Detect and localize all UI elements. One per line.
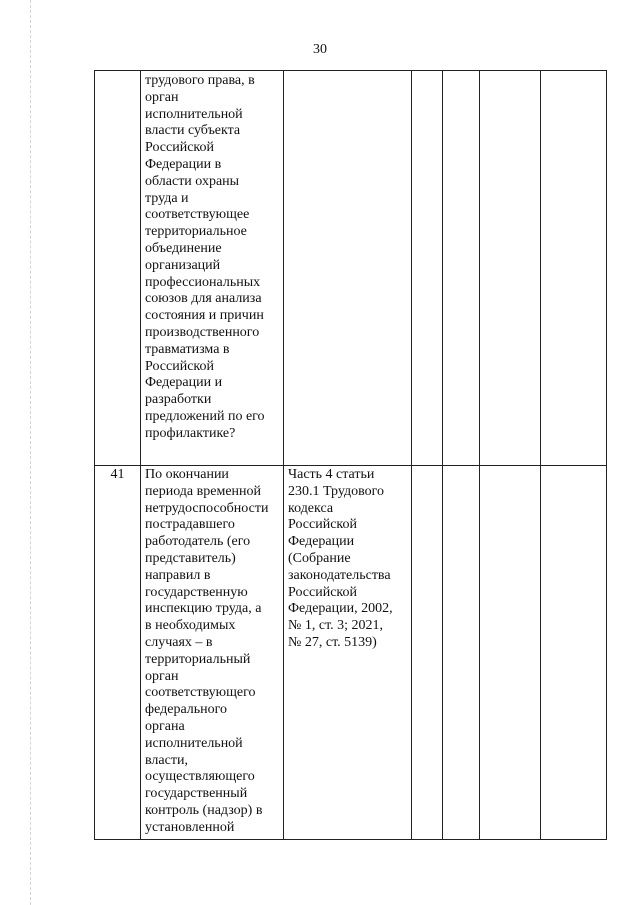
table-row <box>95 71 607 466</box>
checklist-table-wrapper <box>94 70 607 840</box>
answer-yes-cell <box>412 71 443 466</box>
table-row <box>95 466 607 840</box>
row-number-cell <box>95 71 141 466</box>
answer-not-applicable-cell <box>480 466 541 840</box>
row-number-cell: 41 <box>95 466 141 840</box>
note-cell <box>541 466 607 840</box>
legal-basis-cell <box>284 71 412 466</box>
note-cell <box>541 71 607 466</box>
question-cell: По окончании периода временной нетрудоспособности пострадавшего работодатель (его представитель) направил в государственную инспекцию труда, а в необходимых случаях – в территориальный орган соответствующего федерального органа исполнительной власти, осуществляющего государственный контроль (надзор) в установленной <box>141 466 284 840</box>
question-cell: трудового права, в орган исполнительной власти субъекта Российской Федерации в области охраны труда и соответствующее территориальное объединение организаций профессиональных союзов для анализа состояния и причин производственного травматизма в Российской Федерации и разработки предложений по его профилактике? <box>141 71 284 466</box>
answer-no-cell <box>443 71 480 466</box>
scan-edge-line <box>30 0 31 905</box>
page-number: 30 <box>313 42 327 57</box>
checklist-table <box>94 70 607 840</box>
answer-yes-cell <box>412 466 443 840</box>
answer-not-applicable-cell <box>480 71 541 466</box>
answer-no-cell <box>443 466 480 840</box>
legal-basis-cell: Часть 4 статьи 230.1 Трудового кодекса Российской Федерации (Собрание законодательства Российской Федерации, 2002, № 1, ст. 3; 2021, № 27, ст. 5139) <box>284 466 412 840</box>
